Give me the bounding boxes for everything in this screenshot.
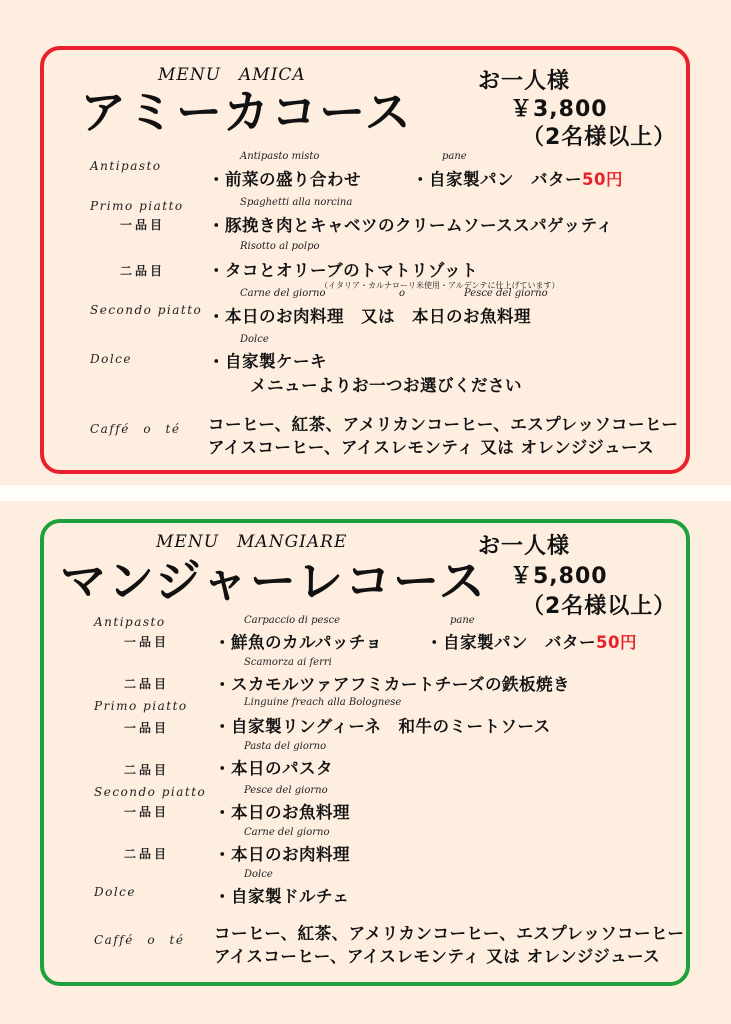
amica-pane-sub: pane bbox=[442, 151, 467, 162]
mangiare-anti2-sub: Scamorza ai ferri bbox=[244, 657, 332, 668]
amica-primo2-num: 二品目 bbox=[120, 264, 166, 278]
amica-risotto-note: （イタリア・カルナローリ米使用・アルデンテに仕上げています） bbox=[320, 281, 560, 290]
mangiare-anti1-dish: ・鮮魚のカルパッチョ bbox=[214, 633, 383, 652]
mangiare-secondo-label: Secondo piatto bbox=[94, 785, 207, 799]
mangiare-drinks-line2: アイスコーヒー、アイスレモンティ 又は オレンジジュース bbox=[214, 947, 661, 966]
amica-antipasto-sub: Antipasto misto bbox=[240, 151, 320, 162]
amica-title-en: MENU AMICA bbox=[158, 65, 306, 85]
mangiare-min-people: （2名様以上） bbox=[522, 594, 677, 619]
amica-secondo-sub-o: o bbox=[399, 288, 406, 299]
amica-dolce-note: メニューよりお一つお選びください bbox=[250, 376, 522, 395]
mangiare-butter-price: 50円 bbox=[596, 633, 637, 652]
mangiare-primo-label: Primo piatto bbox=[94, 699, 188, 713]
mangiare-primo1-sub: Linguine freach alla Bolognese bbox=[244, 697, 402, 708]
amica-antipasto-dish: ・前菜の盛り合わせ bbox=[208, 170, 361, 189]
mangiare-price: ￥5,800 bbox=[510, 564, 608, 589]
mangiare-drinks-line1: コーヒー、紅茶、アメリカンコーヒー、エスプレッソコーヒー bbox=[214, 924, 685, 943]
mangiare-anti2-dish: ・スカモルツァアフミカートチーズの鉄板焼き bbox=[214, 675, 571, 694]
amica-secondo-sub-a: Carne del giorno bbox=[240, 288, 326, 299]
mangiare-primo2-num: 二品目 bbox=[124, 763, 170, 777]
amica-butter-price: 50円 bbox=[582, 170, 623, 189]
amica-drinks-line1: コーヒー、紅茶、アメリカンコーヒー、エスプレッソコーヒー bbox=[208, 415, 679, 434]
mangiare-secondo1-num: 一品目 bbox=[124, 805, 170, 819]
mangiare-secondo2-num: 二品目 bbox=[124, 847, 170, 861]
amica-caffe-label: Caffé o té bbox=[90, 422, 181, 436]
amica-primo2-dish: ・タコとオリーブのトマトリゾット bbox=[208, 261, 479, 280]
mangiare-caffe-label: Caffé o té bbox=[94, 933, 185, 947]
mangiare-dolce-label: Dolce bbox=[94, 885, 137, 899]
amica-secondo-sub-b: Pesce del giorno bbox=[464, 288, 548, 299]
amica-course-card bbox=[40, 46, 690, 474]
mangiare-title-jp: マンジャーレコース bbox=[60, 554, 487, 608]
mangiare-title-en: MENU MANGIARE bbox=[156, 532, 348, 552]
mangiare-secondo2-sub: Carne del giorno bbox=[244, 827, 330, 838]
mangiare-secondo2-dish: ・本日のお肉料理 bbox=[214, 845, 350, 864]
mangiare-pane-sub: pane bbox=[450, 615, 475, 626]
mangiare-dolce-dish: ・自家製ドルチェ bbox=[214, 887, 350, 906]
mangiare-primo1-num: 一品目 bbox=[124, 721, 170, 735]
section-divider bbox=[0, 485, 731, 501]
amica-primo1-num: 一品目 bbox=[120, 218, 166, 232]
mangiare-course-card bbox=[40, 519, 690, 986]
amica-min-people: （2名様以上） bbox=[522, 125, 677, 150]
mangiare-secondo1-sub: Pesce del giorno bbox=[244, 785, 328, 796]
amica-dolce-label: Dolce bbox=[90, 352, 133, 366]
amica-secondo-dish: ・本日のお肉料理 又は 本日のお魚料理 bbox=[208, 307, 531, 326]
amica-drinks-line2: アイスコーヒー、アイスレモンティ 又は オレンジジュース bbox=[208, 438, 655, 457]
mangiare-pane-dish: ・自家製パン バター50円 bbox=[426, 633, 637, 652]
amica-primo2-sub: Risotto al polpo bbox=[240, 241, 320, 252]
mangiare-antipasto-label: Antipasto bbox=[94, 615, 166, 629]
mangiare-primo1-dish: ・自家製リングィーネ 和牛のミートソース bbox=[214, 717, 551, 736]
amica-primo1-sub: Spaghetti alla norcina bbox=[240, 197, 353, 208]
mangiare-anti2-num: 二品目 bbox=[124, 677, 170, 691]
mangiare-secondo1-dish: ・本日のお魚料理 bbox=[214, 803, 350, 822]
amica-antipasto-label: Antipasto bbox=[90, 159, 162, 173]
amica-dolce-dish: ・自家製ケーキ bbox=[208, 352, 327, 371]
mangiare-anti1-num: 一品目 bbox=[124, 635, 170, 649]
amica-title-jp: アミーカコース bbox=[80, 85, 413, 139]
amica-pane-dish: ・自家製パン バター50円 bbox=[412, 170, 623, 189]
amica-secondo-label: Secondo piatto bbox=[90, 303, 203, 317]
amica-price: ￥3,800 bbox=[510, 97, 608, 122]
amica-price-label: お一人様 bbox=[478, 69, 571, 94]
mangiare-primo2-dish: ・本日のパスタ bbox=[214, 759, 333, 778]
mangiare-dolce-sub: Dolce bbox=[244, 869, 273, 880]
amica-primo1-dish: ・豚挽き肉とキャベツのクリームソーススパゲッティ bbox=[208, 216, 614, 235]
mangiare-anti1-sub: Carpaccio di pesce bbox=[244, 615, 341, 626]
amica-primo-label: Primo piatto bbox=[90, 199, 184, 213]
mangiare-primo2-sub: Pasta del giorno bbox=[244, 741, 327, 752]
mangiare-price-label: お一人様 bbox=[478, 534, 571, 559]
amica-dolce-sub: Dolce bbox=[240, 334, 269, 345]
